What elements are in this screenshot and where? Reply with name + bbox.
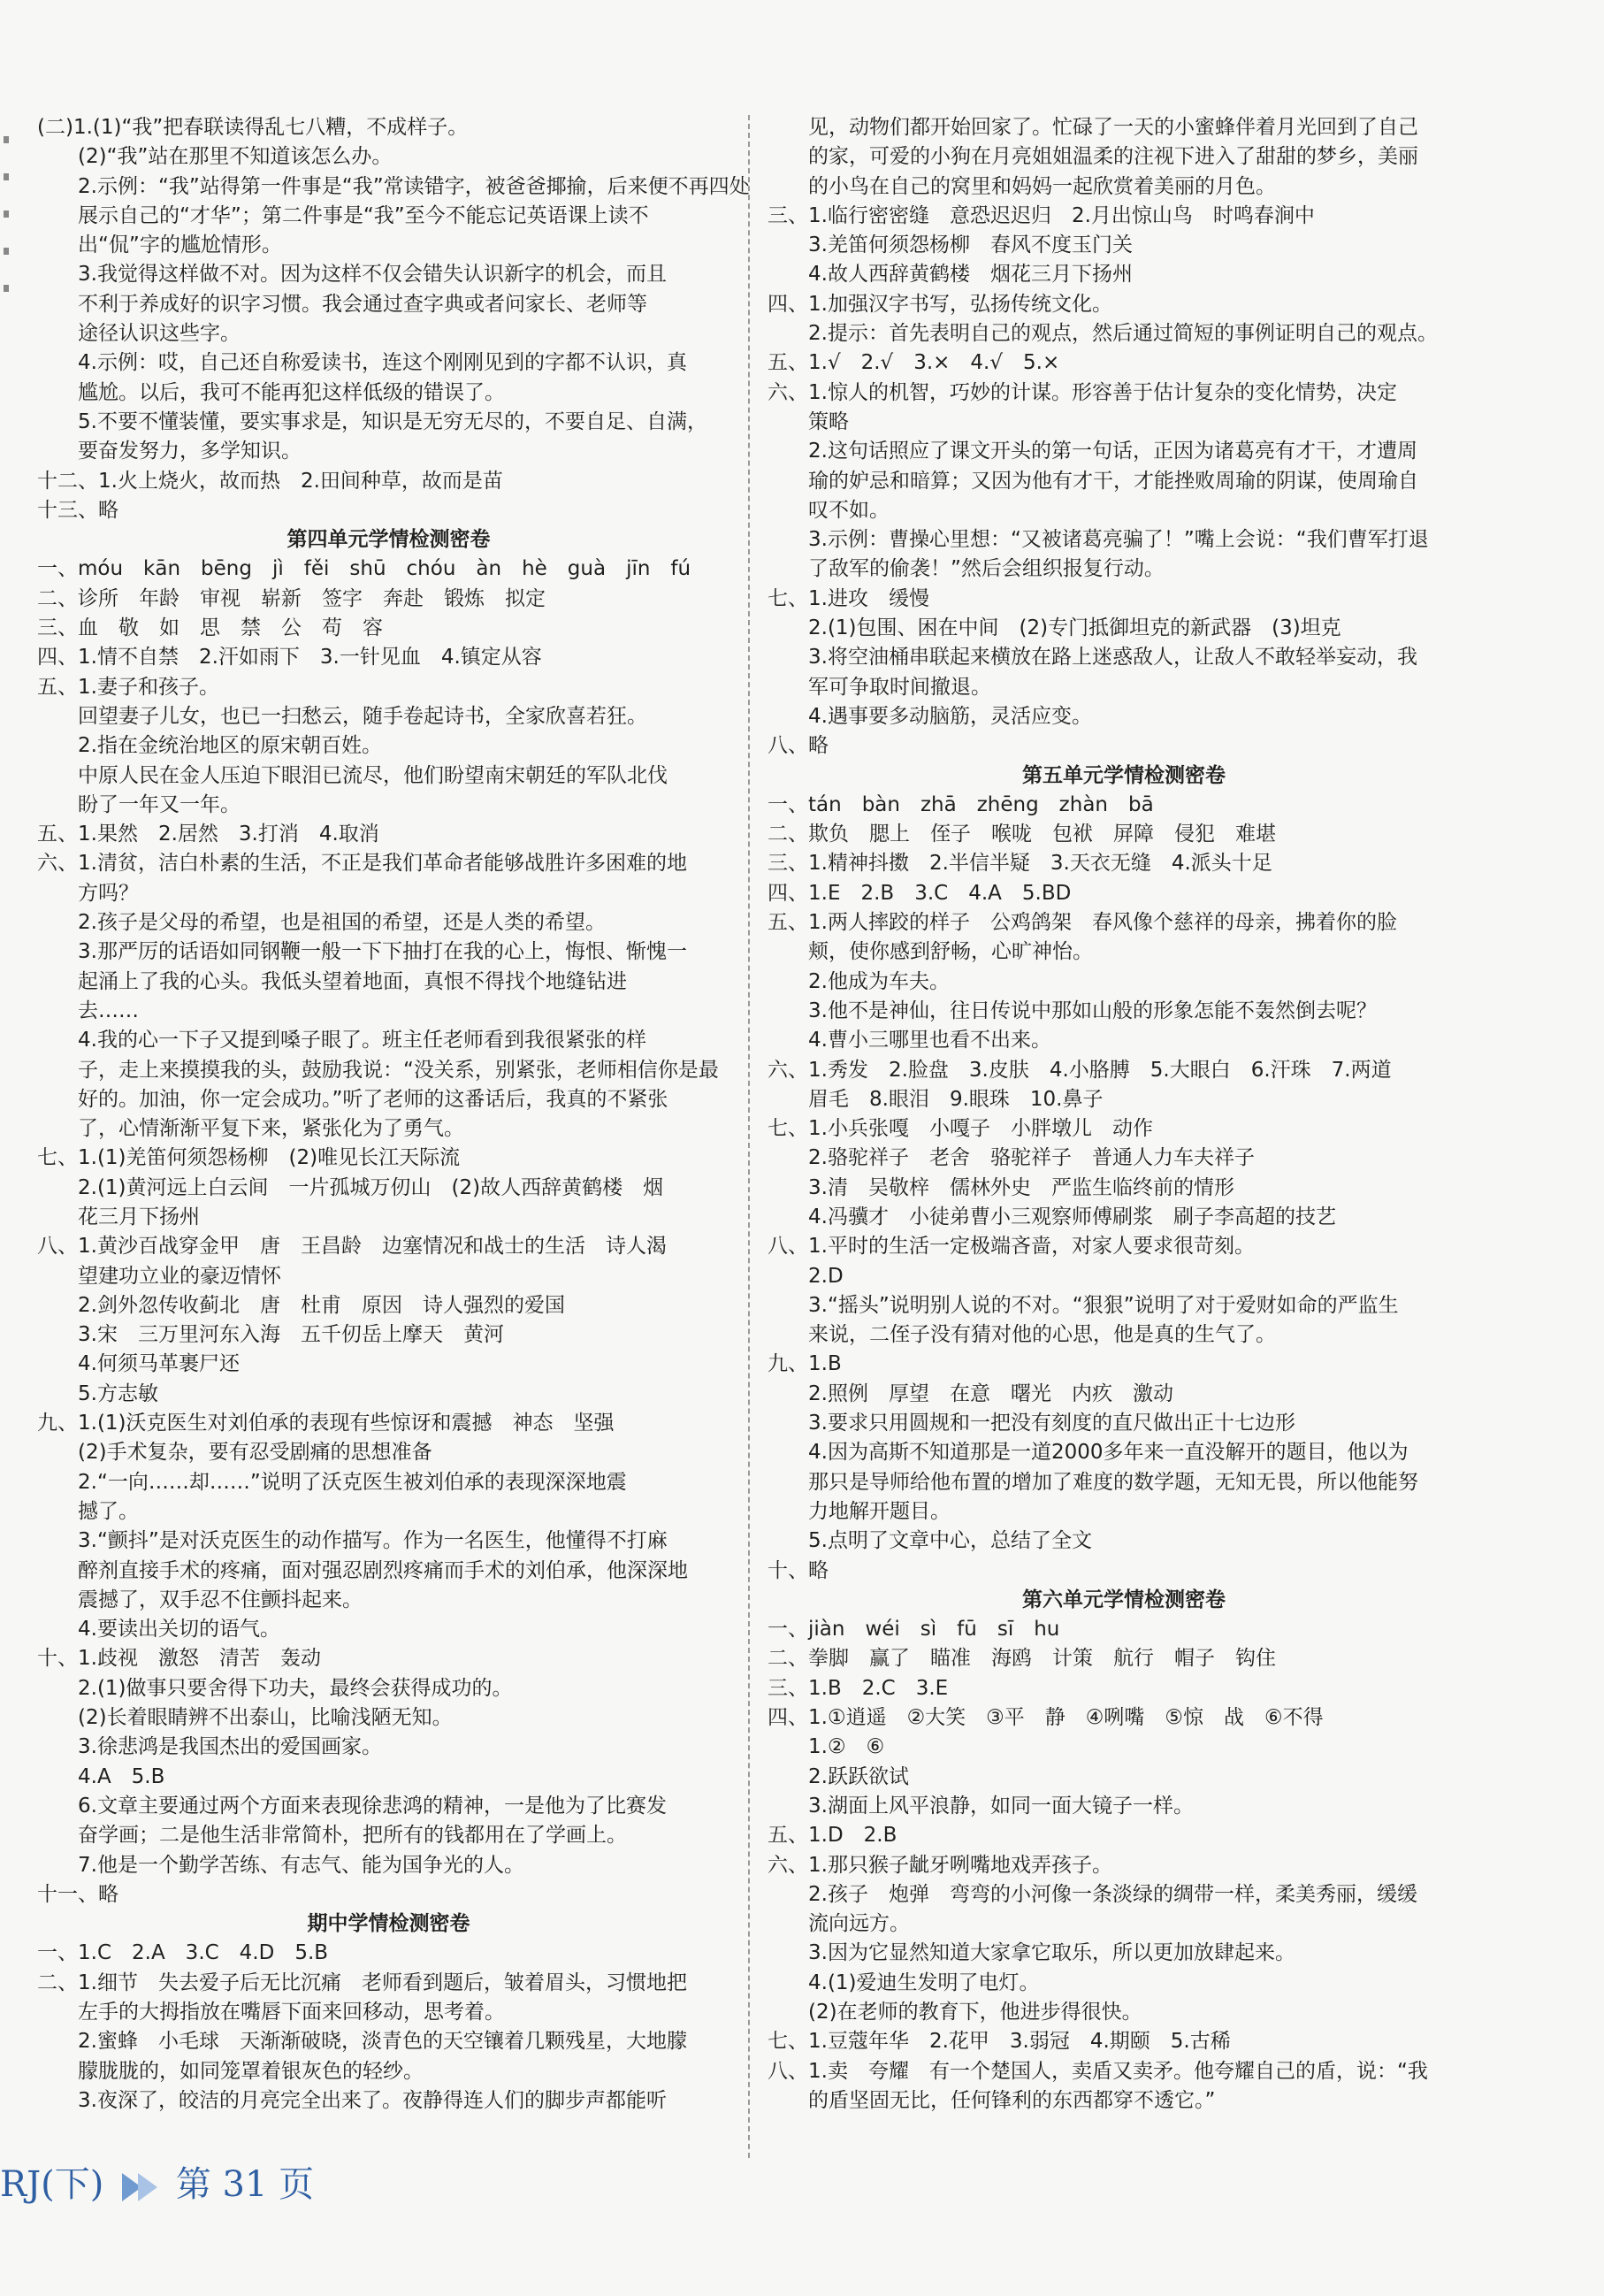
answer-line: 不利于养成好的识字习惯。我会通过查字典或者问家长、老师等 bbox=[78, 292, 647, 316]
section-title: 第六单元学情检测密卷 bbox=[1022, 1588, 1226, 1611]
answer-line: (2)“我”站在那里不知道该怎么办。 bbox=[78, 145, 393, 169]
answer-line: 4.何须马革裹尸还 bbox=[78, 1352, 240, 1376]
answer-line: 展示自己的“才华”；第二件事是“我”至今不能忘记英语课上读不 bbox=[78, 203, 649, 227]
answer-line: 四、1.E 2.B 3.C 4.A 5.BD bbox=[768, 881, 1072, 905]
answer-line: 3.示例：曹操心里想：“又被诸葛亮骗了！”嘴上会说：“我们曹军打退 bbox=[808, 528, 1429, 552]
answer-line: 五、1.√ 2.√ 3.× 4.√ 5.× bbox=[768, 351, 1060, 375]
answer-line: 了，心情渐渐平复下来，紧张化为了勇气。 bbox=[78, 1117, 464, 1141]
answer-line: 2.孩子是父母的希望，也是祖国的希望，还是人类的希望。 bbox=[78, 911, 606, 935]
answer-line: 好的。加油，你一定会成功。”听了老师的这番话后，我真的不紧张 bbox=[78, 1087, 668, 1111]
answer-line: 4.冯骥才 小徒弟曹小三观察师傅刷浆 刷子李高超的技艺 bbox=[808, 1205, 1336, 1228]
answer-line: 2.骆驼祥子 老舍 骆驼祥子 普通人力车夫祥子 bbox=[808, 1146, 1255, 1170]
answer-line: 三、1.B 2.C 3.E bbox=[768, 1676, 949, 1700]
answer-line: 五、1.妻子和孩子。 bbox=[37, 675, 219, 699]
answer-line: 四、1.①逍遥 ②大笑 ③平 静 ④咧嘴 ⑤惊 战 ⑥不得 bbox=[768, 1706, 1324, 1730]
answer-line: 3.湖面上风平浪静，如同一面大镜子一样。 bbox=[808, 1794, 1194, 1818]
answer-line: 八、1.黄沙百战穿金甲 唐 王昌龄 边塞情况和战士的生活 诗人渴 bbox=[37, 1235, 667, 1259]
answer-line: 出“侃”字的尴尬情形。 bbox=[78, 233, 282, 257]
answer-line: 方吗？ bbox=[78, 881, 139, 905]
answer-line: 三、血 敬 如 思 禁 公 苟 容 bbox=[37, 616, 383, 640]
answer-line: 2.(1)做事只要舍得下功夫，最终会获得成功的。 bbox=[78, 1676, 513, 1700]
answer-line: 瑜的妒忌和暗算；又因为他有才干，才能挫败周瑜的阴谋，使周瑜自 bbox=[808, 469, 1418, 493]
answer-line: 5.不要不懂装懂，要实事求是，知识是无穷无尽的，不要自足、自满， bbox=[78, 409, 707, 433]
answer-line: 五、1.D 2.B bbox=[768, 1824, 897, 1848]
answer-line: 2.跃跃欲试 bbox=[808, 1764, 909, 1788]
answer-line: 3.他不是神仙，往日传说中那如山般的形象怎能不轰然倒去呢？ bbox=[808, 999, 1377, 1022]
answer-line: (2)在老师的教育下，他进步得很快。 bbox=[808, 2001, 1142, 2024]
answer-line: 那只是导师给他布置的增加了难度的数学题，无知无畏，所以他能努 bbox=[808, 1470, 1418, 1494]
section-title: 第五单元学情检测密卷 bbox=[1022, 763, 1226, 787]
answer-line: 3.那严厉的话语如同钢鞭一般一下下抽打在我的心上，悔恨、惭愧一 bbox=[78, 940, 687, 964]
answer-line: 2.“一向……却……”说明了沃克医生被刘伯承的表现深深地震 bbox=[78, 1470, 627, 1494]
answer-line: 2.(1)包围、困在中间 (2)专门抵御坦克的新武器 (3)坦克 bbox=[808, 616, 1341, 640]
answer-line: 来说，二侄子没有猜对他的心思，他是真的生气了。 bbox=[808, 1323, 1276, 1347]
answer-line: 3.“摇头”说明别人说的不对。“狠狠”说明了对于爱财如命的严监生 bbox=[808, 1293, 1399, 1317]
answer-line: 2.剑外忽传收蓟北 唐 杜甫 原因 诗人强烈的爱国 bbox=[78, 1293, 565, 1317]
answer-line: 五、1.两人摔跤的样子 公鸡鸽架 春风像个慈祥的母亲，拂着你的脸 bbox=[768, 911, 1397, 935]
binding-marks bbox=[0, 106, 12, 389]
answer-line: 八、1.卖 夸耀 有一个楚国人，卖盾又卖矛。他夸耀自己的盾，说：“我 bbox=[768, 2059, 1428, 2083]
answer-line: 5.方志敏 bbox=[78, 1381, 158, 1405]
answer-line: 2.这句话照应了课文开头的第一句话，正因为诸葛亮有才干，才遭周 bbox=[808, 440, 1417, 463]
answer-line: 十、略 bbox=[768, 1558, 829, 1582]
answer-line: 6.文章主要通过两个方面来表现徐悲鸿的精神，一是他为了比赛发 bbox=[78, 1794, 667, 1818]
answer-line: 花三月下扬州 bbox=[78, 1205, 200, 1228]
answer-line: 3.宋 三万里河东入海 五千仞岳上摩天 黄河 bbox=[78, 1323, 504, 1347]
answer-line: 军可争取时间撤退。 bbox=[808, 675, 991, 699]
section-title: 第四单元学情检测密卷 bbox=[286, 528, 491, 552]
section-title: 期中学情检测密卷 bbox=[307, 1912, 470, 1936]
answer-line: (2)长着眼睛辨不出泰山，比喻浅陋无知。 bbox=[78, 1706, 453, 1730]
answer-line: 十、1.歧视 激怒 清苦 轰动 bbox=[37, 1647, 321, 1671]
answer-line: 见，动物们都开始回家了。忙碌了一天的小蜜蜂伴着月光回到了自己 bbox=[808, 116, 1418, 139]
answer-line: 九、1.(1)沃克医生对刘伯承的表现有些惊讶和震撼 神态 坚强 bbox=[37, 1412, 615, 1435]
answer-line: 途径认识这些字。 bbox=[78, 322, 241, 346]
answer-line: 1.② ⑥ bbox=[808, 1735, 885, 1759]
answer-line: 奋学画；二是他生活非常简朴，把所有的钱都用在了学画上。 bbox=[78, 1824, 627, 1848]
answer-line: 尴尬。以后，我可不能再犯这样低级的错误了。 bbox=[78, 380, 505, 404]
answer-line: 二、1.细节 失去爱子后无比沉痛 老师看到题后，皱着眉头，习惯地把 bbox=[37, 1971, 687, 1994]
answer-line: 了敌军的偷袭！”然后会组织报复行动。 bbox=[808, 557, 1165, 581]
answer-line: 醉剂直接手术的疼痛，面对强忍剧烈疼痛而手术的刘伯承，他深深地 bbox=[78, 1558, 688, 1582]
answer-line: 六、1.那只猴子龇牙咧嘴地戏弄孩子。 bbox=[768, 1853, 1112, 1877]
answer-line: 一、móu kān bēng jì fěi shū chóu àn hè guà jīn fú bbox=[37, 557, 691, 581]
answer-line: 2.指在金统治地区的原宋朝百姓。 bbox=[78, 734, 382, 758]
answer-line: 4.示例：哎，自己还自称爱读书，连这个刚刚见到的字都不认识，真 bbox=[78, 351, 687, 375]
answer-line: 流向远方。 bbox=[808, 1912, 910, 1936]
answer-line: 3.夜深了，皎洁的月亮完全出来了。夜静得连人们的脚步声都能听 bbox=[78, 2088, 667, 2112]
answer-line: 三、1.精神抖擞 2.半信半疑 3.天衣无缝 4.派头十足 bbox=[768, 852, 1272, 876]
answer-line: 4.要读出关切的语气。 bbox=[78, 1618, 280, 1642]
answer-line: 震撼了，双手忍不住颤抖起来。 bbox=[78, 1588, 363, 1611]
answer-line: 一、jiàn wéi sì fū sī hu bbox=[768, 1618, 1060, 1642]
answer-line: 四、1.情不自禁 2.汗如雨下 3.一针见血 4.镇定从容 bbox=[37, 646, 542, 670]
answer-line: 六、1.清贫，洁白朴素的生活，不正是我们革命者能够战胜许多困难的地 bbox=[37, 852, 687, 876]
footer-label: RJ(下) bbox=[0, 2164, 104, 2205]
page-number: 第 31 页 bbox=[175, 2164, 315, 2205]
answer-line: 的小鸟在自己的窝里和妈妈一起欣赏着美丽的月色。 bbox=[808, 174, 1276, 198]
answer-line: 五、1.果然 2.居然 3.打消 4.取消 bbox=[37, 823, 379, 846]
answer-line: 4.A 5.B bbox=[78, 1764, 165, 1788]
answer-line: 望建功立业的豪迈情怀 bbox=[78, 1264, 281, 1288]
answer-line: 朦胧胧的，如同笼罩着银灰色的轻纱。 bbox=[78, 2059, 424, 2083]
answer-line: 3.因为它显然知道大家拿它取乐，所以更加放肆起来。 bbox=[808, 1941, 1295, 1965]
left-column bbox=[37, 113, 750, 2116]
answer-line: 2.蜜蜂 小毛球 天渐渐破晓，淡青色的天空镶着几颗残星，大地朦 bbox=[78, 2030, 687, 2054]
answer-line: 3.清 吴敬梓 儒林外史 严监生临终前的情形 bbox=[808, 1175, 1234, 1199]
answer-line: 二、拳脚 赢了 瞄准 海鸥 计策 航行 帽子 钩住 bbox=[768, 1647, 1276, 1671]
answer-line: 的家，可爱的小狗在月亮姐姐温柔的注视下进入了甜甜的梦乡，美丽 bbox=[808, 145, 1418, 169]
answer-line: (2)手术复杂，要有忍受剧痛的思想准备 bbox=[78, 1441, 432, 1465]
answer-line: 九、1.B bbox=[768, 1352, 842, 1376]
answer-line: 中原人民在金人压迫下眼泪已流尽，他们盼望南宋朝廷的军队北伐 bbox=[78, 763, 668, 787]
answer-line: 四、1.加强汉字书写，弘扬传统文化。 bbox=[768, 292, 1112, 316]
answer-line: 十三、略 bbox=[37, 498, 118, 522]
answer-line: 2.示例：“我”站得第一件事是“我”常读错字，被爸爸揶揄，后来便不再四处 bbox=[78, 174, 750, 198]
answer-line: 2.孩子 炮弹 弯弯的小河像一条淡绿的绸带一样，柔美秀丽，缓缓 bbox=[808, 1882, 1417, 1906]
answer-line: 六、1.秀发 2.脸盘 3.皮肤 4.小胳膊 5.大眼白 6.汗珠 7.两道 bbox=[768, 1058, 1392, 1082]
answer-line: 3.我觉得这样做不对。因为这样不仅会错失认识新字的机会，而且 bbox=[78, 263, 667, 287]
answer-line: 4.(1)爱迪生发明了电灯。 bbox=[808, 1971, 1040, 1994]
answer-line: 力地解开题目。 bbox=[808, 1499, 951, 1523]
answer-line: 十二、1.火上烧火，故而热 2.田间种草，故而是苗 bbox=[37, 469, 503, 493]
answer-line: 八、略 bbox=[768, 734, 829, 758]
answer-line: 2.(1)黄河远上白云间 一片孤城万仞山 (2)故人西辞黄鹤楼 烟 bbox=[78, 1175, 664, 1199]
answer-line: 要奋发努力，多学知识。 bbox=[78, 440, 302, 463]
answer-line: 3.“颤抖”是对沃克医生的动作描写。作为一名医生，他懂得不打麻 bbox=[78, 1529, 668, 1553]
answer-line: 二、诊所 年龄 审视 崭新 签字 奔赴 锻炼 拟定 bbox=[37, 586, 546, 610]
right-column bbox=[768, 113, 1480, 2116]
answer-line: 叹不如。 bbox=[808, 498, 890, 522]
answer-line: 八、1.平时的生活一定极端吝啬，对家人要求很苛刻。 bbox=[768, 1235, 1255, 1259]
answer-line: 七、1.进攻 缓慢 bbox=[768, 586, 929, 610]
answer-line: 去…… bbox=[78, 999, 139, 1022]
answer-line: 2.提示：首先表明自己的观点，然后通过简短的事例证明自己的观点。 bbox=[808, 322, 1438, 346]
answer-line: 2.照例 厚望 在意 曙光 内疚 激动 bbox=[808, 1381, 1173, 1405]
answer-line: 左手的大拇指放在嘴唇下面来回移动，思考着。 bbox=[78, 2001, 505, 2024]
answer-line: 眉毛 8.眼泪 9.眼珠 10.鼻子 bbox=[808, 1087, 1104, 1111]
answer-line: 的盾坚固无比，任何锋利的东西都穿不透它。” bbox=[808, 2088, 1216, 2112]
answer-line: 4.遇事要多动脑筋，灵活应变。 bbox=[808, 704, 1092, 728]
answer-line: 回望妻子儿女，也已一扫愁云，随手卷起诗书，全家欣喜若狂。 bbox=[78, 704, 647, 728]
column-divider bbox=[748, 115, 750, 2158]
answer-line: 盼了一年又一年。 bbox=[78, 792, 241, 816]
answer-line: 七、1.(1)羌笛何须怨杨柳 (2)唯见长江天际流 bbox=[37, 1146, 461, 1170]
answer-line: (二)1.(1)“我”把春联读得乱七八糟，不成样子。 bbox=[37, 116, 469, 139]
answer-line: 3.羌笛何须怨杨柳 春风不度玉门关 bbox=[808, 233, 1133, 257]
answer-line: 4.我的心一下子又提到嗓子眼了。班主任老师看到我很紧张的样 bbox=[78, 1029, 646, 1052]
answer-line: 三、1.临行密密缝 意恐迟迟归 2.月出惊山鸟 时鸣春涧中 bbox=[768, 203, 1315, 227]
answer-line: 3.要求只用圆规和一把没有刻度的直尺做出正十七边形 bbox=[808, 1412, 1295, 1435]
answer-line: 一、tán bàn zhā zhēng zhàn bā bbox=[768, 792, 1154, 816]
answer-line: 策略 bbox=[808, 409, 849, 433]
answer-line: 六、1.惊人的机智，巧妙的计谋。形容善于估计复杂的变化情势，决定 bbox=[768, 380, 1397, 404]
answer-line: 4.曹小三哪里也看不出来。 bbox=[808, 1029, 1051, 1052]
answer-line: 颊，使你感到舒畅，心旷神怡。 bbox=[808, 940, 1093, 964]
answer-line: 3.徐悲鸿是我国杰出的爱国画家。 bbox=[78, 1735, 382, 1759]
answer-line: 2.D bbox=[808, 1264, 844, 1288]
answer-line: 3.将空油桶串联起来横放在路上迷惑敌人，让敌人不敢轻举妄动，我 bbox=[808, 646, 1417, 670]
answer-line: 起涌上了我的心头。我低头望着地面，真恨不得找个地缝钻进 bbox=[78, 969, 627, 993]
answer-line: 4.因为高斯不知道那是一道2000多年来一直没解开的题目，他以为 bbox=[808, 1441, 1409, 1465]
answer-line: 一、1.C 2.A 3.C 4.D 5.B bbox=[37, 1941, 329, 1965]
arrow-icon-secondary bbox=[138, 2173, 157, 2201]
answer-line: 七、1.小兵张嘎 小嘎子 小胖墩儿 动作 bbox=[768, 1117, 1153, 1141]
answer-line: 4.故人西辞黄鹤楼 烟花三月下扬州 bbox=[808, 263, 1133, 287]
answer-line: 十一、略 bbox=[37, 1882, 118, 1906]
answer-line: 撼了。 bbox=[78, 1499, 139, 1523]
answer-line: 2.他成为车夫。 bbox=[808, 969, 950, 993]
answer-line: 子，走上来摸摸我的头，鼓励我说：“没关系，别紧张，老师相信你是最 bbox=[78, 1058, 719, 1082]
answer-line: 七、1.豆蔻年华 2.花甲 3.弱冠 4.期颐 5.古稀 bbox=[768, 2030, 1231, 2054]
answer-line: 7.他是一个勤学苦练、有志气、能为国争光的人。 bbox=[78, 1853, 524, 1877]
page-footer bbox=[0, 2158, 314, 2211]
answer-line: 二、欺负 腮上 侄子 喉咙 包袱 屏障 侵犯 难堪 bbox=[768, 823, 1276, 846]
answer-line: 5.点明了文章中心，总结了全文 bbox=[808, 1529, 1092, 1553]
